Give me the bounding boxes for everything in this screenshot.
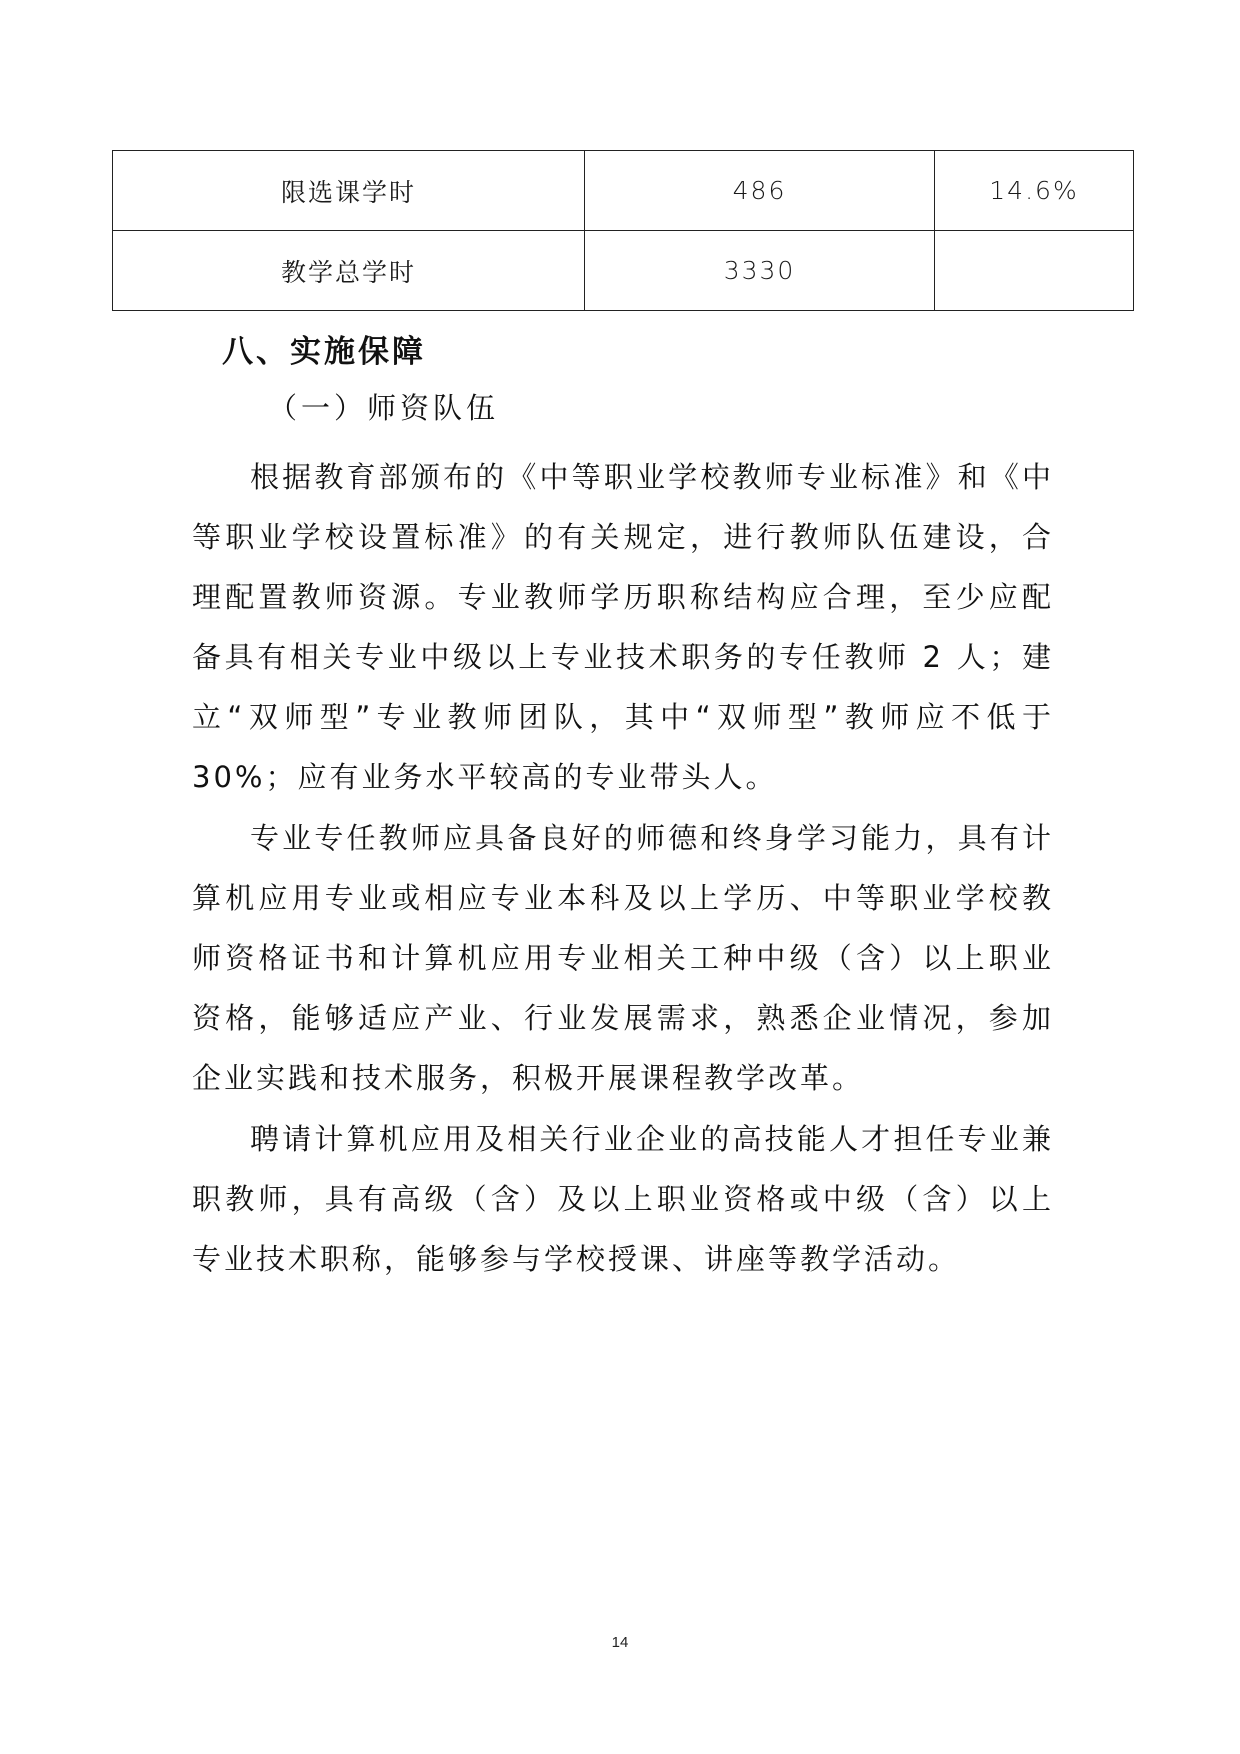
row-hours-cell: 486: [585, 151, 935, 231]
subsection-heading: （一）师资队伍: [268, 391, 500, 425]
row-name-cell: 教学总学时: [113, 231, 585, 311]
paragraph: 聘请计算机应用及相关行业企业的高技能人才担任专业兼职教师，具有高级（含）及以上职业资格或中级（含）以上专业技术职称，能够参与学校授课、讲座等教学活动。: [192, 1122, 1054, 1276]
hours-summary-table: [112, 150, 1134, 311]
table-row: [113, 151, 1134, 231]
paragraph: 专业专任教师应具备良好的师德和终身学习能力，具有计算机应用专业或相应专业本科及以上学历、中等职业学校教师资格证书和计算机应用专业相关工种中级（含）以上职业资格，能够适应产业、行业发展需求，熟悉企业情况，参加企业实践和技术服务，积极开展课程教学改革。: [192, 821, 1054, 1095]
row-name-cell: 限选课学时: [113, 151, 585, 231]
paragraph: 根据教育部颁布的《中等职业学校教师专业标准》和《中等职业学校设置标准》的有关规定，进行教师队伍建设，合理配置教师资源。专业教师学历职称结构应合理，至少应配备具有相关专业中级以上专业技术职务的专任教师 2 人；建立“双师型”专业教师团队，其中“双师型”教师应不低于30%；应有业务水平较高的专业带头人。: [192, 460, 1054, 794]
section-heading: 八、实施保障: [222, 334, 426, 370]
table-row: [113, 231, 1134, 311]
section-body: [192, 447, 1054, 1290]
page-number: 14: [611, 1634, 629, 1651]
row-percent-cell: [935, 231, 1134, 311]
row-percent-cell: 14.6%: [935, 151, 1134, 231]
row-hours-cell: 3330: [585, 231, 935, 311]
